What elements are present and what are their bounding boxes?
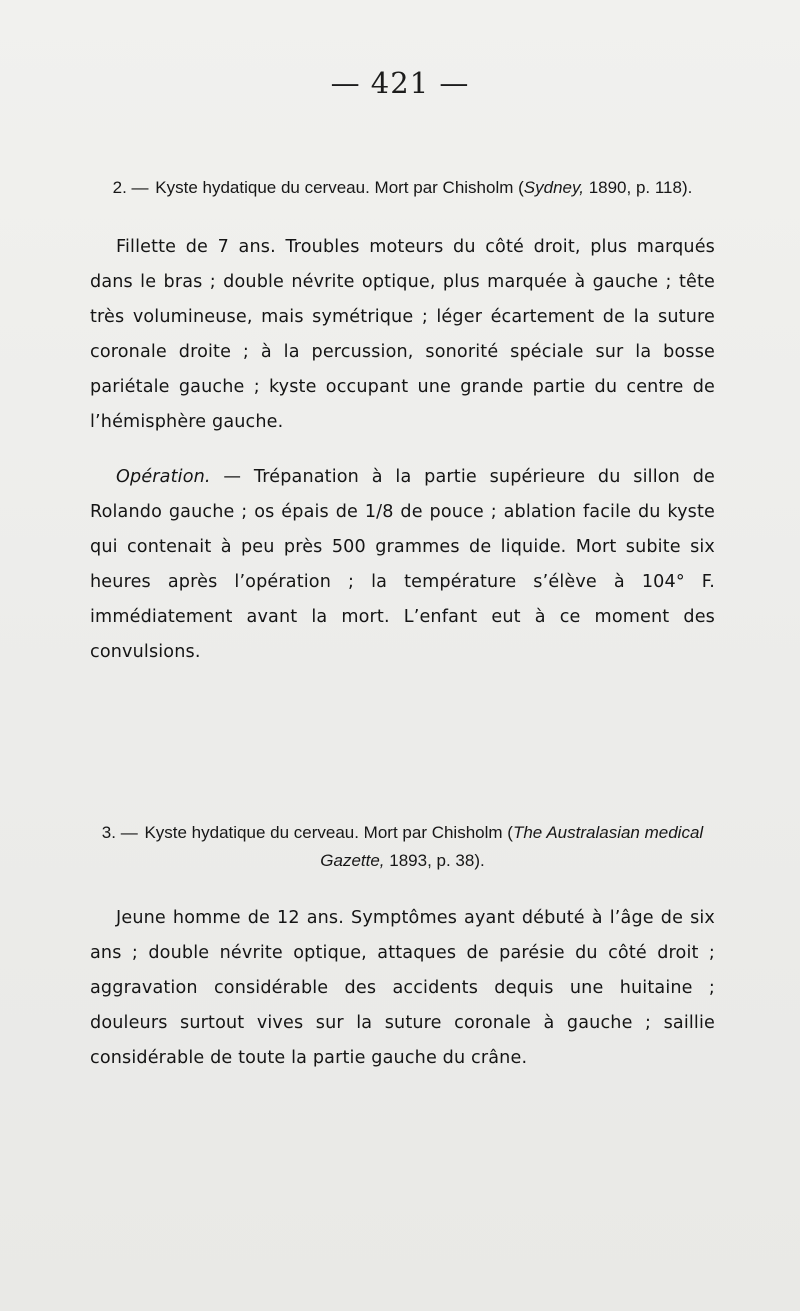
case-2-section xyxy=(90,174,715,670)
case-3-paragraph-1 xyxy=(90,901,715,1076)
case-3-heading xyxy=(90,819,715,875)
case-2-paragraph-2 xyxy=(90,460,715,670)
case-3-number: 3. — xyxy=(101,823,138,842)
case-3-reference: 1893, p. 38). xyxy=(384,851,485,870)
page-number: — 421 — xyxy=(330,66,470,100)
case-3-source: The Australasian medical Gazette, xyxy=(320,823,704,870)
case-2-paragraph-2-text: — Trépanation à la partie supérieure du sillon de Rolando gauche ; os épais de 1/8 de pouce ; ablation facile du kyste qui contenait à peu près 500 grammes de liquide. Mort subite six heures après l’opération ; la température s’élève à 104° F. immédiatement avant la mort. L’enfant eut à ce moment des convulsions. xyxy=(90,467,715,662)
case-2-title: Kyste hydatique du cerveau. Mort par Chisholm ( xyxy=(155,178,524,197)
case-2-number: 2. — xyxy=(112,178,149,197)
case-2-paragraph-1-text: Fillette de 7 ans. Troubles moteurs du côté droit, plus marqués dans le bras ; double névrite optique, plus marquée à gauche ; tête très volumineuse, mais symétrique ; léger écartement de la suture coronale droite ; à la percussion, sonorité spéciale sur la bosse pariétale gauche ; kyste occupant une grande partie du centre de l’hémisphère gauche. xyxy=(90,237,715,432)
case-3-section xyxy=(90,819,715,1076)
case-2-paragraph-1 xyxy=(90,230,715,440)
case-2-heading xyxy=(90,174,715,202)
case-2-source: Sydney, xyxy=(523,178,584,197)
case-3-title: Kyste hydatique du cerveau. Mort par Chisholm ( xyxy=(144,823,513,842)
case-2-reference: 1890, p. 118). xyxy=(583,178,693,197)
case-3-paragraph-1-text: Jeune homme de 12 ans. Symptômes ayant débuté à l’âge de six ans ; double névrite optique, attaques de parésie du côté droit ; aggravation considérable des accidents dequis une huitaine ; douleurs surtout vives sur la suture coronale à gauche ; saillie considérable de toute la partie gauche du crâne. xyxy=(90,908,715,1068)
case-2-operation-label: Opération. xyxy=(116,467,211,487)
